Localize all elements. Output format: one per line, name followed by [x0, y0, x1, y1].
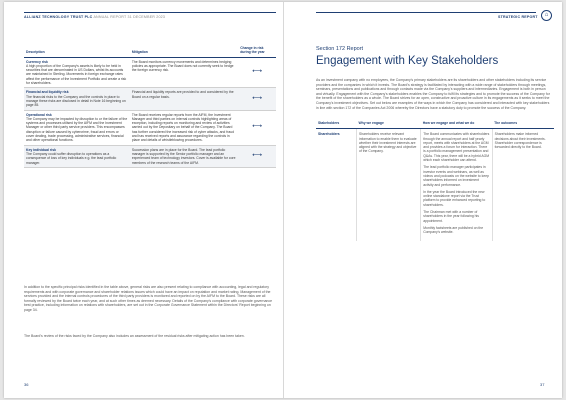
risk-text: The financial risks to the Company and the controls in place to manage these risks are disclosed in detail in Note 16 beginning on page 85. [26, 94, 126, 108]
header-rule [316, 12, 536, 13]
page-number: 37 [540, 382, 545, 387]
table-row [24, 110, 276, 145]
risk-title: Financial and liquidity risk [26, 90, 69, 95]
change-arrow-icon: ⟷ [238, 88, 276, 110]
how-engage [421, 129, 492, 241]
col-description: Description [24, 45, 130, 57]
risk-title: Operational risk [26, 112, 52, 117]
col-how: How we engage and what we do [421, 119, 492, 129]
risk-text: The Company could suffer disruption to operations as a consequence of loss of key individuals e.g. the lead portfolio manager. [26, 151, 117, 165]
col-outcomes: The outcomes [492, 119, 554, 129]
change-arrow-icon: ⟷ [238, 145, 276, 167]
col-change: Change in risk during the year [238, 45, 276, 57]
how-item: The lead portfolio manager participates in investor events and webinars, as well as videos and podcasts on the website to keep shareholders informed on investment activity and performance. [423, 165, 489, 187]
how-item: In the year the Board introduced the new online standalone report via the Trust platform to provide enhanced reporting to shareholders. [423, 189, 486, 207]
risk-description [24, 88, 130, 110]
outcomes: Shareholders make informed decisions about their investments. Shareholder correspondence is forwarded directly to the Board. [494, 132, 546, 150]
stakeholder-name: Shareholders [316, 129, 356, 241]
header-rule [24, 12, 276, 13]
left-header [24, 15, 165, 19]
risk-description [24, 145, 130, 167]
section-name: STRATEGIC REPORT [498, 15, 538, 19]
table-row [24, 88, 276, 110]
change-arrow-icon: ⟷ [238, 110, 276, 145]
change-arrow-icon: ⟷ [238, 57, 276, 88]
risk-mitigation: The Board receives regular reports from the AIFM, the Investment Manager and third parties on internal controls highlighting areas of exception, including reports on monitoring and review of activities carried out by the Depositary on behalf of the Company. The Board has further considered the increased risk of cyber attacks, and fraud and has received reports and assurance regarding the controls in place and details of whistleblowing procedures. [130, 110, 238, 145]
risk-mitigation: Financial and liquidity reports are provided to and considered by the Board on a regular basis. [130, 88, 238, 110]
page-number: 36 [24, 382, 29, 387]
risk-text: The Company may be impacted by disruption to or the failure of the systems and processes utilised by the AIFM and the Investment Manager or other third party service providers. This encompasses disruption or failure caused by cybercrime, fraud and errors or cover dealing, trade processing, administrative services, financial and other operational functions. [26, 116, 128, 143]
table-row [316, 129, 554, 241]
risk-title: Currency risk [26, 59, 48, 64]
residual-risks-paragraph: The Board's review of the risks faced by the Company also includes an assessment of the residual risks after mitigating action has been taken. [24, 334, 245, 338]
col-mitigation: Mitigation [130, 45, 238, 57]
brand-name: ALLIANZ TECHNOLOGY TRUST PLC [24, 15, 93, 19]
risk-mitigation: The Board monitors currency movements and determines hedging policies as appropriate. The Board does not currently seek to hedge the foreign currency risk. [130, 57, 238, 88]
risk-description [24, 110, 130, 145]
section-label: Section 172 Report [316, 46, 364, 52]
page-title: Engagement with Key Stakeholders [316, 55, 499, 67]
how-item: The Chairman met with a number of shareholders in the year following his appointment. [423, 210, 479, 223]
why-engage: Shareholders receive relevant information to enable them to evaluate whether their investment interests are aligned with the strategy and objective of the Company. [356, 129, 420, 241]
risk-mitigation: Succession plans are in place for the Board. The lead portfolio manager is supported by the Senior portfolio manager and an experienced team of technology investors. Cover is available for core members of the research teams of the AIFM. [130, 145, 238, 167]
col-why: Why we engage [356, 119, 420, 129]
table-row [24, 57, 276, 88]
right-header [498, 15, 538, 19]
general-risks-paragraph: In addition to the specific principal risks identified in the table above, general risks are also present relating to compliance with accounting, legal and regulatory requirements and with corporate governance and shareholder relations issues which could have an impact on reputation and market rating. Management of the services provided and the internal controls procedures of the third party providers is monitored and reported on by the AIFM to the Board. These risks are all formally reviewed by the Board twice each year, and at such other times as deemed necessary. Details of the Company's compliance with corporate governance best practice, including information on relations with shareholders, are set out in the Corporate Governance Statement within the Directors' Report beginning on page 34. [24, 285, 273, 312]
stakeholder-table [316, 119, 554, 241]
risk-description [24, 57, 130, 88]
home-icon[interactable]: ⌂ [541, 10, 552, 21]
how-item: The Board communicates with shareholders through the annual report and half yearly report, meets with shareholders at the AGM and provides a forum for interaction. There is a portfolio management presentation and Q&As. This year, there will be a hybrid AGM which each shareholder can attend. [423, 132, 490, 163]
left-page [4, 2, 283, 398]
intro-paragraph: As an investment company with no employees, the Company's primary stakeholders are its shareholders and other stakeholders including its service providers and the companies in which it invests. The Board's strategy is facilitated by interacting with a wide range of stakeholders through meetings, seminars, presentations and publications and through contacts made via the Company's suppliers and intermediaries. Engagement is both in person and virtually. Engagement with the Company's stakeholders enables the Company to fulfil its strategies and to promote the success of the Company for the benefit of the shareholders as a whole. The Board strives for an open, constructive and proactive culture in its engagements as it seeks to meet the Company's investment objectives. Set out below are examples of the ways in which the Company has considered and interacted with key stakeholders in line with section 172 of the Companies Act 2006 whereby the Directors have a statutory duty to promote the success of the Company. [316, 78, 550, 110]
how-item: Monthly factsheets are published on the Company's website. [423, 225, 484, 235]
report-spread [4, 2, 562, 398]
report-subtitle: ANNUAL REPORT 31 DECEMBER 2023 [93, 15, 166, 19]
table-row [24, 145, 276, 167]
risk-title: Key individual risk [26, 147, 56, 152]
risk-table [24, 45, 276, 168]
col-stakeholders: Stakeholders [316, 119, 356, 129]
right-page [284, 2, 562, 398]
risk-text: A high proportion of the Company's assets is likely to be held in securities that are denominated in US Dollars, whilst its accounts are maintained in Sterling. Movements in foreign exchange rates affect the performance of the Investment Portfolio and create a risk for shareholders. [26, 63, 127, 86]
